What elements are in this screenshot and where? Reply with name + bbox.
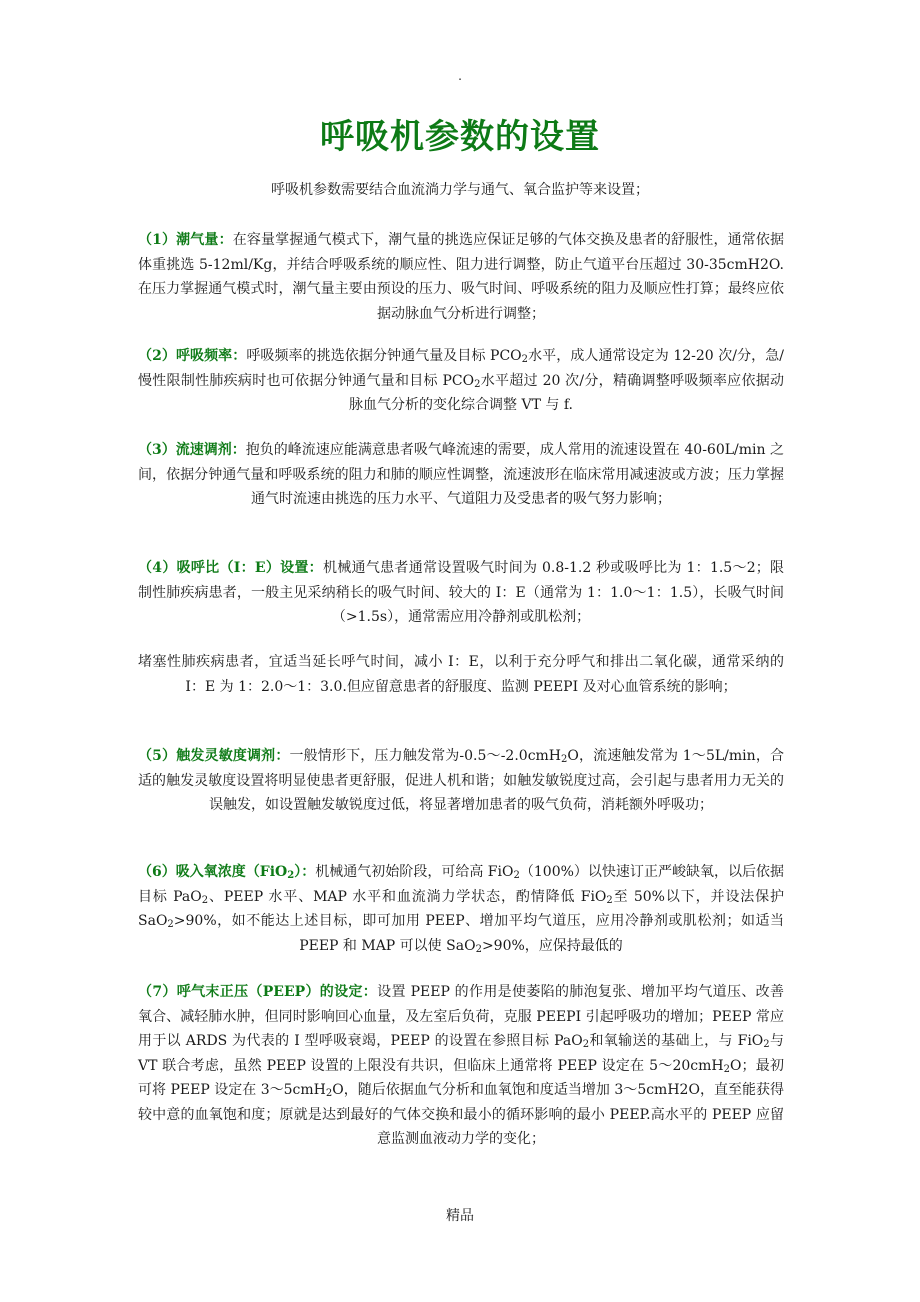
- subscript: 2: [561, 754, 568, 765]
- header-dot: .: [458, 69, 462, 83]
- section-tidal-volume: [138, 228, 784, 326]
- section-text: 设置 PEEP 的作用是使萎陷的肺泡复张、增加平均气道压、改善氧合、减轻肺水肿，但同时影响回心血量，及左室后负荷，克服 PEEPI 引起呼吸功的增加；PEEP 常应用于以 ARDS 为代表的 I 型呼吸衰竭，PEEP 的设置在参照目标 PaO: [138, 984, 784, 1049]
- section-text: 与 VT 联合考虑，虽然 PEEP 设置的上限没有共识，但临床上通常将 PEEP 设定在 5～20cmH: [138, 1033, 785, 1074]
- page-title: 呼吸机参数的设置: [320, 117, 600, 157]
- section-text: O，随后依据血气分析和血氧饱和度适当增加 3～5cmH2O，直至能获得较中意的血氧饱和度；原就是达到最好的气体交换和最小的循环影响的最小 PEEP.高水平的 PEEP 应留意监测血液动力学的变化；: [138, 1082, 784, 1147]
- section-text: （100%）以快速订正严峻缺氧，以后依据目标 PaO: [138, 864, 785, 905]
- section-ie-ratio: [138, 556, 784, 630]
- subscript: 2: [521, 354, 529, 365]
- section-respiratory-rate: [138, 344, 784, 418]
- section-text: 和氧输送的基础上，与 FiO: [589, 1033, 764, 1049]
- section-text: 堵塞性肺疾病患者，宜适当延长呼气时间，减小 I：E，以利于充分呼气和排出二氧化碳，通常采纳的 I：E 为 1：2.0～1：3.0.但应留意患者的舒服度、监测 PEEPI 及对心血管系统的影响；: [138, 654, 784, 695]
- subscript: 2: [201, 894, 209, 906]
- footer-text: 精品: [446, 1208, 474, 1224]
- subscript: 2: [513, 870, 520, 881]
- section-flow-rate: [138, 438, 784, 512]
- section-heading: （2）呼吸频率：: [138, 348, 247, 364]
- section-text: 在容量掌握通气模式下，潮气量的挑选应保证足够的气体交换及患者的舒服性，通常依据体重挑选 5-12ml/Kg，并结合呼吸系统的顺应性、阻力进行调整，防止气道平台压超过 30-35cmH2O.在压力掌握通气模式时，潮气量主要由预设的压力、吸气时间、呼吸系统的阻力及顺应性打算；最终应依据动脉血气分析进行调整；: [138, 232, 784, 322]
- section-fio2: [138, 860, 784, 958]
- section-trigger-sensitivity: [138, 744, 784, 818]
- section-text: 一般情形下，压力触发常为-0.5～-2.0cmH: [289, 748, 562, 764]
- subscript: 2: [325, 1088, 333, 1099]
- section-text: 呼吸频率的挑选依据分钟通气量及目标 PCO: [246, 348, 522, 364]
- subscript: 2: [763, 1039, 770, 1050]
- section-heading: [138, 864, 315, 880]
- section-heading: （5）触发灵敏度调剂：: [138, 748, 290, 764]
- section-text: O，流速触发常为 1～5L/min，合适的触发灵敏度设置将明显使患者更舒服，促进人机和谐；如触发敏锐度过高，会引起与患者用力无关的误触发，如设置触发敏锐度过低，将显著增加患者的吸气负荷，消耗额外呼吸功；: [138, 748, 784, 813]
- section-text: 水平超过 20 次/分，精确调整呼吸频率应依据动脉血气分析的变化综合调整 VT 与 f.: [349, 372, 784, 413]
- subscript: 2: [582, 1039, 590, 1050]
- section-heading: （7）呼气末正压（PEEP）的设定：: [138, 984, 378, 1000]
- section-text: 、PEEP 水平、MAP 水平和血流淌力学状态，酌情降低 FiO: [208, 888, 607, 905]
- intro-text: 呼吸机参数需要结合血流淌力学与通气、氧合监护等来设置；: [271, 182, 649, 198]
- section-text: 抱负的峰流速应能满意患者吸气峰流速的需要，成人常用的流速设置在 40-60L/min 之间，依据分钟通气量和呼吸系统的阻力和肺的顺应性调整，流速波形在临床常用减速波或方波；压力掌握通气时流速由挑选的压力水平、气道阻力及受患者的吸气努力影响；: [138, 442, 784, 507]
- subscript: 2: [475, 943, 482, 955]
- subscript: 2: [287, 870, 295, 881]
- section-text: >90%，如不能达上述目标，即可加用 PEEP、增加平均气道压，应用冷静剂或肌松剂；如适当 PEEP 和 MAP 可以使 SaO: [173, 913, 784, 954]
- subscript: 2: [167, 919, 174, 930]
- section-text: O；最初可将 PEEP 设定在 3～5cmH: [138, 1057, 784, 1098]
- subscript: 2: [606, 894, 613, 906]
- section-heading: （1）潮气量：: [138, 232, 233, 248]
- section-heading: （4）吸呼比（I：E）设置：: [138, 560, 323, 576]
- section-text: 机械通气患者通常设置吸气时间为 0.8-1.2 秒或吸呼比为 1：1.5～2；限制性肺疾病患者，一般主见采纳稍长的吸气时间、较大的 I：E（通常为 1：1.0～1：1.5），长吸气时间（>1.5s），通常需应用冷静剂或肌松剂；: [138, 560, 784, 625]
- section-text: 机械通气初始阶段，可给高 FiO: [315, 864, 514, 880]
- section-text: >90%，应保持最低的: [481, 937, 623, 954]
- subscript: 2: [723, 1063, 730, 1075]
- heading-text: ）：: [294, 864, 316, 880]
- subscript: 2: [474, 378, 481, 390]
- section-heading: （3）流速调剂：: [138, 442, 246, 458]
- section-text: 至 50%以下，并设法保护 SaO: [138, 888, 784, 929]
- section-text: 水平，成人通常设定为 12-20 次/分，急/慢性限制性肺疾病时也可依据分钟通气量和目标 PCO: [138, 348, 784, 389]
- section-obstructive: [138, 650, 784, 699]
- section-peep: [138, 980, 784, 1152]
- heading-text: （6）吸入氧浓度（FiO: [138, 864, 288, 880]
